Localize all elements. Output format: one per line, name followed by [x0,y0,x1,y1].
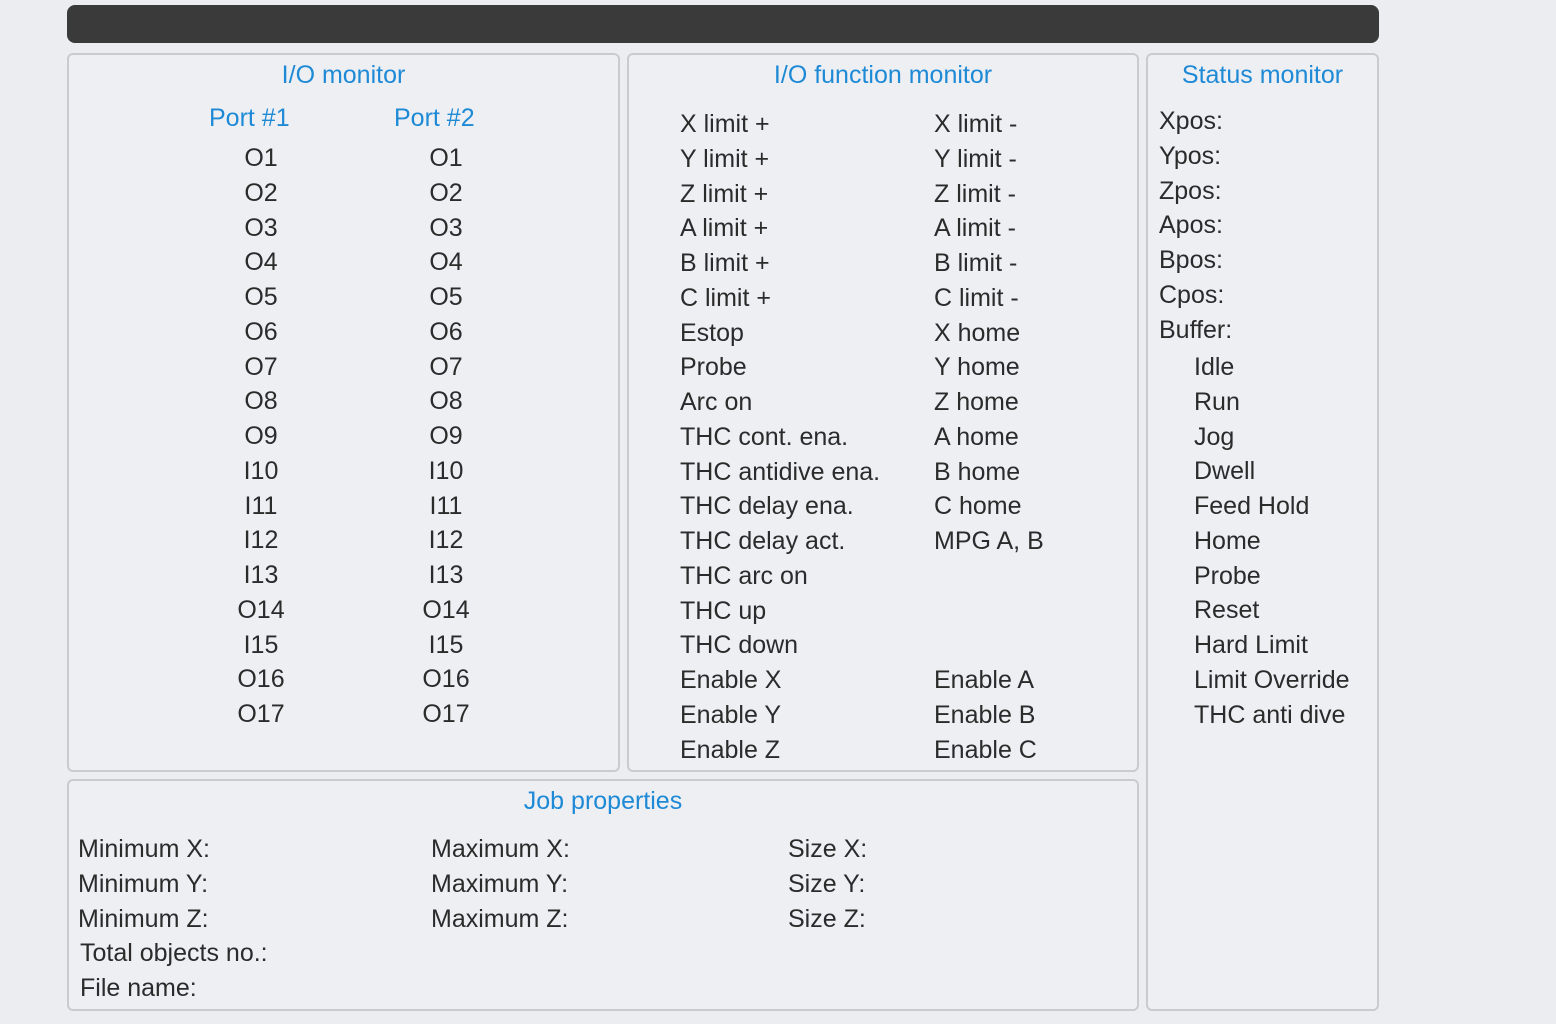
status-position-label: Ypos: [1159,141,1222,170]
port1-list [221,141,301,732]
io-function-item: Y limit + [680,144,770,173]
io-function-item: Estop [680,318,744,347]
job-max-label: Maximum X: [431,835,570,863]
port1-io-item: O1 [244,144,278,172]
job-max-list [431,832,570,936]
port1-io-item: O17 [237,700,285,728]
port1-io-item: I11 [244,491,278,520]
io-function-item: B home [934,457,1021,486]
io-function-item: C home [934,492,1022,521]
port2-io-item: O16 [422,665,470,694]
io-function-item: THC up [680,596,767,625]
job-min-label: Minimum Z: [78,904,209,933]
port2-io-item: I13 [428,561,464,589]
io-function-item: Enable A [934,666,1035,694]
io-function-item: Z home [934,388,1019,416]
status-position-label: Xpos: [1159,107,1223,135]
io-function-item: MPG A, B [934,527,1044,555]
io-function-item: X home [934,318,1021,347]
io-function-item: Enable Z [680,735,781,764]
io-function-item: B limit + [680,249,770,277]
port1-io-item: O9 [244,422,278,450]
port2-header: Port #2 [394,104,475,132]
status-state-label: Dwell [1194,457,1256,486]
io-function-right-list [934,107,1044,767]
status-state-label: Jog [1194,422,1235,451]
port2-io-item: O1 [429,144,463,172]
port1-io-item: I12 [243,526,279,555]
io-function-item: B limit - [934,249,1018,277]
io-function-item: C limit + [680,283,771,312]
port2-io-item: O7 [429,352,463,381]
io-function-item: Enable X [680,666,782,694]
port1-io-item: O2 [244,178,278,207]
port1-io-item: O16 [237,665,285,694]
io-function-item: A home [934,422,1019,451]
port2-io-item: O3 [429,213,463,242]
port1-io-item: I15 [243,630,279,659]
status-state-label: Reset [1194,596,1260,625]
io-function-item: Arc on [680,388,753,416]
job-properties-title: Job properties [523,787,683,815]
io-function-item [934,559,1044,594]
job-min-label: Minimum X: [78,835,210,863]
port2-io-item: O14 [422,595,470,624]
status-position-label: Apos: [1159,211,1223,240]
io-function-left-list [680,107,880,767]
port2-io-item: O5 [429,283,463,311]
io-function-item: THC delay ena. [680,492,854,521]
io-function-item: THC cont. ena. [680,422,849,451]
port1-header: Port #1 [209,104,290,132]
status-position-label: Zpos: [1159,176,1222,205]
io-function-monitor-title: I/O function monitor [773,61,993,89]
status-state-list [1194,350,1350,732]
port1-io-item: I13 [243,561,279,589]
file-name-label: File name: [80,974,197,1002]
port2-io-item: I10 [428,456,464,485]
port2-io-item: I12 [428,526,464,555]
status-state-label: Hard Limit [1194,631,1308,659]
io-function-item: THC down [680,631,799,660]
status-state-label: Idle [1194,353,1235,381]
status-state-label: Home [1194,526,1261,555]
port1-io-item: O4 [244,248,278,277]
job-min-label: Minimum Y: [78,869,209,898]
status-state-label: Limit Override [1194,665,1350,694]
io-function-item: Enable B [934,700,1036,729]
port1-io-item: I10 [243,456,279,485]
io-function-item: Enable C [934,735,1037,764]
job-size-label: Size Z: [788,904,866,933]
port2-io-item: I15 [428,630,464,659]
io-function-item: Y home [934,353,1020,382]
status-position-list [1159,104,1232,347]
job-properties-panel [67,779,1139,1011]
status-position-label: Bpos: [1159,246,1223,274]
status-state-label: Feed Hold [1194,492,1310,520]
status-state-label: THC anti dive [1194,700,1346,729]
port2-io-item: O6 [429,317,463,346]
port1-io-item: O14 [237,595,285,624]
status-state-label: Run [1194,387,1240,416]
port1-io-item: O8 [244,387,278,416]
port2-list [406,141,486,732]
io-function-item: THC antidive ena. [680,457,881,486]
port1-io-item: O5 [244,283,278,311]
io-function-monitor-panel [627,53,1139,772]
status-position-label: Buffer: [1159,315,1233,344]
port2-io-item: O8 [429,387,463,416]
status-position-label: Cpos: [1159,280,1225,309]
io-function-item: X limit - [934,110,1018,138]
port2-io-item: O17 [422,700,470,728]
port1-io-item: O6 [244,317,278,346]
io-function-item: THC delay act. [680,527,846,555]
job-min-list [78,832,210,936]
total-objects-label: Total objects no.: [80,939,268,967]
io-function-item [934,594,1044,629]
io-function-item: THC arc on [680,561,808,590]
io-function-item: X limit + [680,110,770,138]
port2-io-item: O2 [429,178,463,207]
io-function-item: Y limit - [934,144,1017,173]
job-size-label: Size Y: [788,869,866,898]
status-state-label: Probe [1194,561,1261,590]
io-function-item: C limit - [934,283,1019,312]
io-function-item: A limit - [934,214,1016,243]
status-monitor-title: Status monitor [1181,61,1344,89]
io-function-item: Enable Y [680,700,782,729]
io-monitor-title: I/O monitor [281,61,406,89]
status-monitor-panel [1146,53,1379,1011]
port1-io-item: O3 [244,213,278,242]
io-function-item: Z limit + [680,179,769,208]
port2-io-item: O4 [429,248,463,277]
io-function-item: Z limit - [934,179,1016,208]
port1-io-item: O7 [244,352,278,381]
io-function-item [934,628,1044,663]
job-max-label: Maximum Z: [431,904,569,933]
io-monitor-panel [67,53,620,772]
job-max-label: Maximum Y: [431,869,569,898]
io-function-item: Probe [680,353,747,382]
port2-io-item: I11 [429,491,463,520]
window-title-bar [67,5,1379,43]
job-size-list [788,832,867,936]
port2-io-item: O9 [429,422,463,450]
job-size-label: Size X: [788,835,868,863]
io-function-item: A limit + [680,214,769,243]
